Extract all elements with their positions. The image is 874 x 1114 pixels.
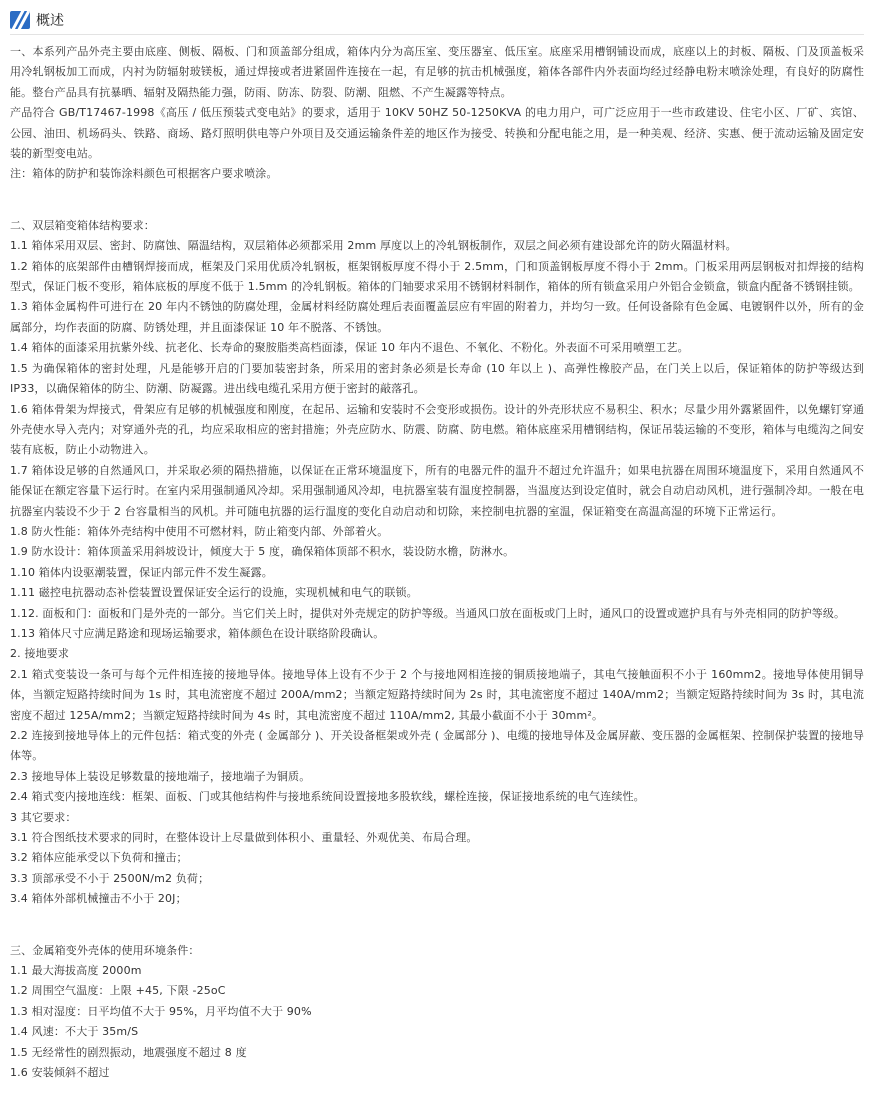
- section-header: [10, 8, 864, 32]
- section-heading-grounding: 2. 接地要求: [10, 647, 70, 661]
- env-item-tilt: 1.6 安装倾斜不超过: [10, 1066, 110, 1080]
- env-item-wind: 1.4 风速：不大于 35m/S: [10, 1025, 139, 1039]
- section-title: 概述: [36, 13, 64, 29]
- paragraph-intro-1: 一、本系列产品外壳主要由底座、侧板、隔板、门和顶盖部分组成，箱体内分为高压室、变压器室、低压室。底座采用槽钢铺设而成，底座以上的封板、隔板、门及顶盖板采用冷轧钢板加工而成，内衬为防辐射玻镁板，通过焊接或者进紧固件连接在一起，有足够的抗击机械强度，箱体各部件内外表面均经过经静电粉末喷涂处理，有良好的防腐性能。整台产品具有抗暴晒、辐射及隔热能力强，防雨、防冻、防裂、防潮、阻燃、不产生凝露等特点。: [10, 45, 864, 99]
- env-item-vibration: 1.5 无经常性的剧烈振动，地震强度不超过 8 度: [10, 1045, 247, 1059]
- paragraph-1-4: 1.4 箱体的面漆采用抗紫外线、抗老化、长寿命的聚胺脂类高档面漆，保证 10 年内不退色、不氧化、不粉化。外表面不可采用喷塑工艺。: [10, 341, 689, 355]
- paragraph-1-11: 1.11 磁控电抗器动态补偿装置设置保证安全运行的设施，实现机械和电气的联锁。: [10, 586, 418, 600]
- paragraph-3-3: 3.3 顶部承受不小于 2500N/m2 负荷；: [10, 871, 210, 885]
- paragraph-3-4: 3.4 箱体外部机械撞击不小于 20J；: [10, 892, 187, 906]
- paragraph-1-7: 1.7 箱体设足够的自然通风口，并采取必须的隔热措施，以保证在正常环境温度下，所有的电器元件的温升不超过允许温升；如果电抗器在周围环境温度下，采用自然通风不能保证在额定容量下运行时。在室内采用强制通风冷却。采用强制通风冷却，电抗器室装有温度控制器，当温度达到设定值时，就会自动启动风机，进行强制冷却。一般在电抗器室内装设不少于 2 台容量相当的风机。并可随电抗器的运行温度的变化自动启动和切除，来控制电抗器的室温，保证箱变在高温高湿的环境下正常运行。: [10, 463, 864, 518]
- paragraph-1-12: 1.12. 面板和门：面板和门是外壳的一部分。当它们关上时，提供对外壳规定的防护等级。当通风口放在面板或门上时，通风口的设置或遮护具有与外壳相同的防护等级。: [10, 606, 846, 620]
- section-heading-environment: 三、金属箱变外壳体的使用环境条件：: [10, 943, 200, 957]
- blank-line: [10, 910, 864, 941]
- paragraph-1-5: 1.5 为确保箱体的密封处理，凡是能够开启的门要加装密封条，所采用的密封条必须是长寿命 (10 年以上 )、高弹性橡胶产品，在门关上以后，保证箱体的防护等级达到 IP33，以确保箱体的防尘、防潮、防凝露。进出线电缆孔采用方便于密封的敲落孔。: [10, 361, 864, 396]
- document-body: [10, 42, 864, 1084]
- section-heading-other: 3 其它要求：: [10, 810, 77, 824]
- paragraph-3-1: 3.1 符合图纸技术要求的同时，在整体设计上尽量做到体积小、重量轻、外观优美、布局合理。: [10, 831, 478, 845]
- paragraph-3-2: 3.2 箱体应能承受以下负荷和撞击；: [10, 851, 188, 865]
- paragraph-2-1: 2.1 箱式变装设一条可与每个元件相连接的接地导体。接地导体上设有不少于 2 个与接地网相连接的铜质接地端子，其电气接触面积不小于 160mm2。接地导体使用铜导体，当额定短路持续时间为 1s 时，其电流密度不超过 200A/mm2；当额定短路持续时间为 2s 时，其电流密度不超过 140A/mm2；当额定短路持续时间为 3s 时，其电流密度不超过 125A/mm2；当额定短路持续时间为 4s 时，其电流密度不超过 110A/mm2, 其最小截面不小于 30mm²。: [10, 667, 864, 722]
- paragraph-1-6: 1.6 箱体骨架为焊接式，骨架应有足够的机械强度和刚度，在起吊、运输和安装时不会变形或损伤。设计的外壳形状应不易积尘、积水；尽量少用外露紧固件，以免螺钉穿通外壳使水导入壳内；对穿通外壳的孔，均应采取相应的密封措施；外壳应防水、防震、防腐、防电燃。箱体底座采用槽钢结构，保证吊装运输的不变形，箱体与电缆沟之间安装有底板，防止小动物进入。: [10, 402, 864, 457]
- paragraph-intro-2: 产品符合 GB/T17467-1998《高压 / 低压预装式变电站》的要求，适用于 10KV 50HZ 50-1250KVA 的电力用户，可广泛应用于一些市政建设、住宅小区、厂矿、宾馆、公园、油田、机场码头、铁路、商场、路灯照明供电等户外项目及交通运输条件差的地区作为接受、转换和分配电能之用，是一种美观、经济、实惠、便于流动运输及固定安装的新型变电站。: [10, 106, 864, 161]
- paragraph-1-8: 1.8 防火性能：箱体外壳结构中使用不可燃材料，防止箱变内部、外部着火。: [10, 524, 389, 538]
- paragraph-1-13: 1.13 箱体尺寸应满足路途和现场运输要求，箱体颜色在设计联络阶段确认。: [10, 626, 385, 640]
- section-heading-structure: 二、双层箱变箱体结构要求：: [10, 218, 155, 232]
- env-item-temperature: 1.2 周围空气温度：上限 +45, 下限 -25oC: [10, 984, 226, 998]
- paragraph-1-1: 1.1 箱体采用双层、密封、防腐蚀、隔温结构，双层箱体必须都采用 2mm 厚度以上的冷轧钢板制作，双层之间必须有建设部允许的防火隔温材料。: [10, 239, 737, 253]
- header-divider: [10, 34, 864, 35]
- paragraph-2-2: 2.2 连接到接地导体上的元件包括：箱式变的外壳 ( 金属部分 )、开关设备框架或外壳 ( 金属部分 )、电缆的接地导体及金属屏蔽、变压器的金属框架、控制保护装置的接地导体等。: [10, 729, 864, 763]
- paragraph-2-4: 2.4 箱式变内接地连线：框架、面板、门或其他结构件与接地系统间设置接地多股软线，螺栓连接，保证接地系统的电气连续性。: [10, 790, 645, 804]
- brand-logo-icon: [10, 11, 30, 29]
- paragraph-1-2: 1.2 箱体的底架部件由槽钢焊接而成，框架及门采用优质冷轧钢板，框架钢板厚度不得小于 2.5mm，门和顶盖钢板厚度不得小于 2mm。门板采用两层钢板对扣焊接的结构型式，保证门板不变形，箱体底板的厚度不低于 1.5mm 的冷轧钢板。箱体的门轴要求采用不锈钢材料制作，箱体的所有锁盒采用户外铝合金锁盒，锁盒内配备不锈钢挂锁。: [10, 259, 864, 294]
- paragraph-1-3: 1.3 箱体金属构件可进行在 20 年内不锈蚀的防腐处理，金属材料经防腐处理后表面覆盖层应有牢固的附着力，并均匀一致。任何设备除有色金属、电镀钢件以外，所有的金属部分，均作表面的防腐、防锈处理，并且面漆保证 10 年不脱落、不锈蚀。: [10, 300, 864, 334]
- env-item-humidity: 1.3 相对湿度：日平均值不大于 95%，月平均值不大于 90%: [10, 1004, 312, 1018]
- env-item-altitude: 1.1 最大海拔高度 2000m: [10, 964, 142, 978]
- blank-line: [10, 185, 864, 216]
- paragraph-1-9: 1.9 防水设计：箱体顶盖采用斜坡设计，倾度大于 5 度，确保箱体顶部不积水，装设防水檐，防淋水。: [10, 545, 515, 559]
- paragraph-note: 注：箱体的防护和装饰涂料颜色可根据客户要求喷涂。: [10, 167, 278, 181]
- paragraph-1-10: 1.10 箱体内设驱潮装置，保证内部元件不发生凝露。: [10, 565, 273, 579]
- paragraph-2-3: 2.3 接地导体上装设足够数量的接地端子，接地端子为铜质。: [10, 769, 311, 783]
